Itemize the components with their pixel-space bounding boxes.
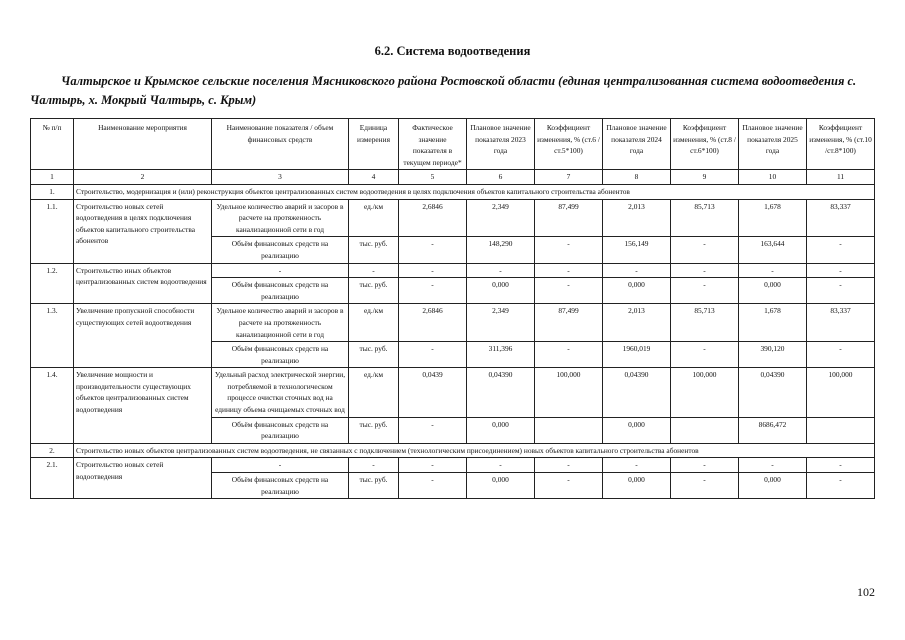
value-cell: - — [467, 263, 535, 278]
value-cell: 0,04390 — [603, 368, 671, 417]
value-cell: 0,000 — [467, 473, 535, 499]
value-cell: - — [535, 278, 603, 304]
value-cell: - — [399, 417, 467, 443]
value-cell: 0,000 — [739, 278, 807, 304]
indicator-name: Объём финансовых средств на реализацию — [212, 342, 349, 368]
value-cell: 0,0439 — [399, 368, 467, 417]
value-cell: 83,337 — [807, 199, 875, 237]
unit-cell: ед./км — [349, 199, 399, 237]
indicator-name: Объём финансовых средств на реализацию — [212, 237, 349, 263]
value-cell: 0,000 — [603, 473, 671, 499]
value-cell: 85,713 — [671, 199, 739, 237]
value-cell: - — [671, 473, 739, 499]
value-cell: 83,337 — [807, 304, 875, 342]
column-number: 4 — [349, 170, 399, 185]
row-number: 1.3. — [31, 304, 74, 368]
value-cell: 100,000 — [671, 368, 739, 417]
table-row — [31, 368, 875, 417]
section-title: Строительство новых объектов централизованных систем водоотведения, не связанных с подключением (технологическим присоединением) новых объектов капитального строительства абонентов — [74, 443, 875, 458]
document-subtitle: Чалтырское и Крымское сельские поселения Мясниковского района Ростовской области (единая централизованная система водоотведения с. Чалтырь, х. Мокрый Чалтырь, с. Крым) — [30, 74, 857, 107]
page-number: 102 — [857, 585, 875, 599]
indicator-name: Объём финансовых средств на реализацию — [212, 473, 349, 499]
column-number: 8 — [603, 170, 671, 185]
value-cell: 0,000 — [467, 417, 535, 443]
value-cell: 0,000 — [603, 417, 671, 443]
value-cell: - — [535, 342, 603, 368]
value-cell: 2,349 — [467, 304, 535, 342]
column-number: 3 — [212, 170, 349, 185]
measure-name: Строительство новых сетей водоотведения в целях подключения объектов капитального строительства абонентов — [74, 199, 212, 263]
value-cell: 100,000 — [535, 368, 603, 417]
value-cell: - — [671, 263, 739, 278]
value-cell: 2,349 — [467, 199, 535, 237]
column-number: 7 — [535, 170, 603, 185]
header-cell: Коэффициент изменения, % (ст.10 /ст.8*100) — [807, 119, 875, 170]
value-cell: 0,000 — [603, 278, 671, 304]
value-cell: - — [603, 458, 671, 473]
header-cell: Коэффициент изменения, % (ст.6 /ст.5*100) — [535, 119, 603, 170]
value-cell: - — [807, 458, 875, 473]
measure-name: Строительство новых сетей водоотведения — [74, 458, 212, 499]
value-cell: 87,499 — [535, 304, 603, 342]
value-cell: - — [399, 473, 467, 499]
value-cell: 156,149 — [603, 237, 671, 263]
value-cell: 0,04390 — [467, 368, 535, 417]
indicator-name: Удельное количество аварий и засоров в расчете на протяженность канализационной сети в год — [212, 199, 349, 237]
value-cell — [807, 417, 875, 443]
indicator-name: Удельное количество аварий и засоров в расчете на протяженность канализационной сети в год — [212, 304, 349, 342]
row-number: 2.1. — [31, 458, 74, 499]
section-number: 2. — [31, 443, 74, 458]
value-cell: - — [535, 263, 603, 278]
value-cell: - — [399, 263, 467, 278]
unit-cell: тыс. руб. — [349, 342, 399, 368]
header-cell: № п/п — [31, 119, 74, 170]
measure-name: Увеличение мощности и производительности существующих объектов централизованных систем водоотведения — [74, 368, 212, 444]
value-cell: 8686,472 — [739, 417, 807, 443]
value-cell: 0,000 — [739, 473, 807, 499]
value-cell: 100,000 — [807, 368, 875, 417]
value-cell: 1960,019 — [603, 342, 671, 368]
unit-cell: тыс. руб. — [349, 473, 399, 499]
header-cell: Единица измерения — [349, 119, 399, 170]
indicator-name: - — [212, 263, 349, 278]
unit-cell: - — [349, 263, 399, 278]
indicator-name: - — [212, 458, 349, 473]
value-cell: - — [399, 342, 467, 368]
unit-cell: ед./км — [349, 304, 399, 342]
column-number: 1 — [31, 170, 74, 185]
unit-cell: тыс. руб. — [349, 237, 399, 263]
section-row — [31, 443, 875, 458]
header-cell: Наименование показателя / объем финансовых средств — [212, 119, 349, 170]
value-cell: - — [739, 263, 807, 278]
value-cell: - — [399, 278, 467, 304]
header-cell: Плановое значение показателя 2024 года — [603, 119, 671, 170]
value-cell: - — [671, 342, 739, 368]
value-cell: - — [671, 278, 739, 304]
value-cell: - — [807, 473, 875, 499]
header-cell: Фактическое значение показателя в текущем периоде* — [399, 119, 467, 170]
column-number: 2 — [74, 170, 212, 185]
unit-cell: ед./км — [349, 368, 399, 417]
value-cell: - — [807, 263, 875, 278]
section-number: 1. — [31, 184, 74, 199]
column-number: 6 — [467, 170, 535, 185]
value-cell: 2,013 — [603, 304, 671, 342]
value-cell: - — [671, 237, 739, 263]
value-cell — [671, 417, 739, 443]
value-cell: - — [535, 237, 603, 263]
value-cell — [535, 417, 603, 443]
value-cell: 85,713 — [671, 304, 739, 342]
column-number: 5 — [399, 170, 467, 185]
value-cell: 311,396 — [467, 342, 535, 368]
header-cell: Плановое значение показателя 2023 года — [467, 119, 535, 170]
value-cell: 0,04390 — [739, 368, 807, 417]
unit-cell: тыс. руб. — [349, 417, 399, 443]
measure-name: Строительство иных объектов централизованных систем водоотведения — [74, 263, 212, 304]
value-cell: - — [739, 458, 807, 473]
row-number: 1.2. — [31, 263, 74, 304]
value-cell: - — [807, 278, 875, 304]
value-cell: 1,678 — [739, 304, 807, 342]
value-cell: - — [671, 458, 739, 473]
section-title: Строительство, модернизация и (или) реконструкция объектов централизованных систем водоотведения в целях подключения объектов капитального строительства абонентов — [74, 184, 875, 199]
value-cell: - — [603, 263, 671, 278]
row-number: 1.4. — [31, 368, 74, 444]
table-row — [31, 304, 875, 342]
value-cell: 87,499 — [535, 199, 603, 237]
column-number: 10 — [739, 170, 807, 185]
value-cell: 2,6846 — [399, 199, 467, 237]
column-number-row — [31, 170, 875, 185]
value-cell: 0,000 — [467, 278, 535, 304]
header-cell: Наименование мероприятия — [74, 119, 212, 170]
table-row — [31, 263, 875, 278]
page-title: 6.2. Система водоотведения — [374, 44, 531, 58]
value-cell: 2,6846 — [399, 304, 467, 342]
value-cell: 148,290 — [467, 237, 535, 263]
table-row — [31, 199, 875, 237]
value-cell: - — [535, 458, 603, 473]
indicator-name: Объём финансовых средств на реализацию — [212, 417, 349, 443]
unit-cell: тыс. руб. — [349, 278, 399, 304]
indicator-name: Удельный расход электрической энергии, потребляемой в технологическом процессе очистки сточных вод на единицу объема очищаемых сточных вод — [212, 368, 349, 417]
indicator-name: Объём финансовых средств на реализацию — [212, 278, 349, 304]
section-row — [31, 184, 875, 199]
value-cell: 163,644 — [739, 237, 807, 263]
header-row — [31, 119, 875, 170]
measures-table — [30, 118, 875, 499]
value-cell: 1,678 — [739, 199, 807, 237]
value-cell: - — [807, 237, 875, 263]
column-number: 11 — [807, 170, 875, 185]
value-cell: - — [807, 342, 875, 368]
value-cell: - — [467, 458, 535, 473]
table-row — [31, 458, 875, 473]
header-cell: Плановое значение показателя 2025 года — [739, 119, 807, 170]
value-cell: 390,120 — [739, 342, 807, 368]
value-cell: - — [535, 473, 603, 499]
header-cell: Коэффициент изменения, % (ст.8 /ст.6*100) — [671, 119, 739, 170]
value-cell: - — [399, 458, 467, 473]
row-number: 1.1. — [31, 199, 74, 263]
column-number: 9 — [671, 170, 739, 185]
unit-cell: - — [349, 458, 399, 473]
value-cell: - — [399, 237, 467, 263]
value-cell: 2,013 — [603, 199, 671, 237]
measure-name: Увеличение пропускной способности существующих сетей водоотведения — [74, 304, 212, 368]
